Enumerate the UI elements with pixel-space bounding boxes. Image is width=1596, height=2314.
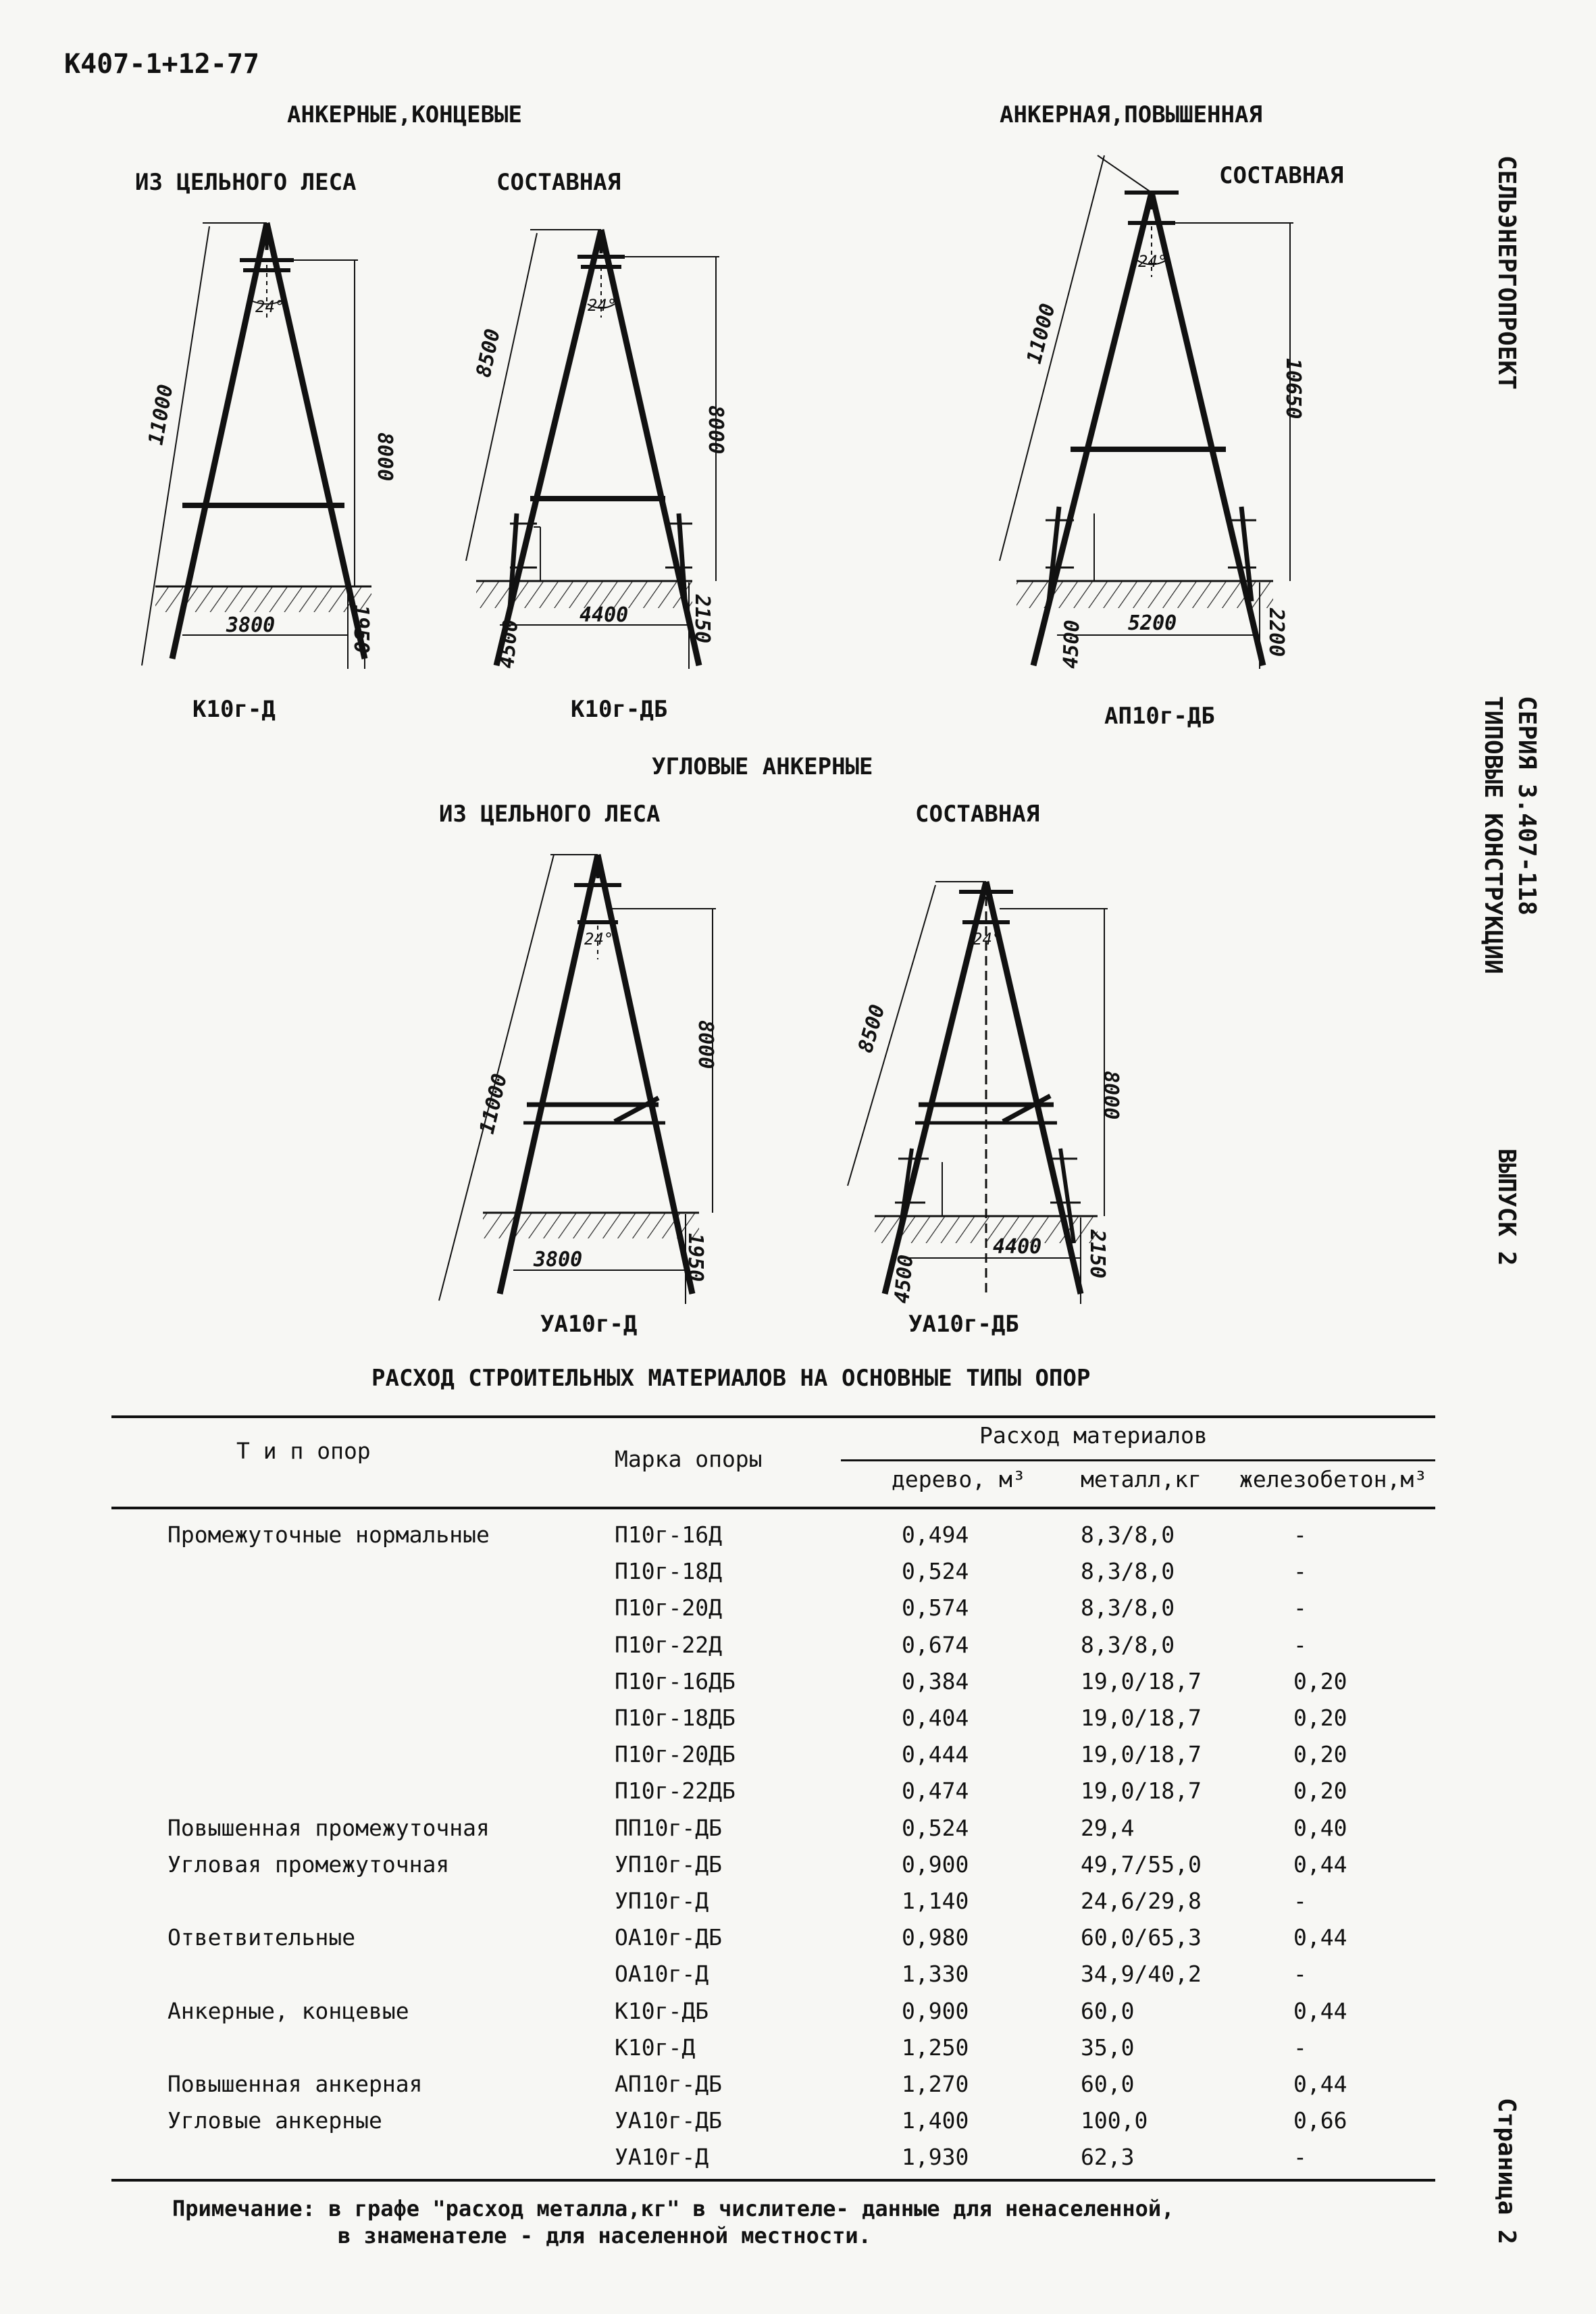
diagram-3-pole [1000,155,1293,669]
diagram-3-mark: АП10г-ДБ [1104,703,1215,730]
table-cell-wood: 0,474 [902,1778,969,1805]
table-cell-wood: 0,900 [902,1997,969,2024]
diagram-2-dim-base: 4400 [580,603,629,627]
table-cell-concrete: - [1293,1961,1307,1988]
table-cell-mark: П10г-22Д [615,1631,722,1658]
table-cell-metal: 34,9/40,2 [1081,1961,1202,1988]
diagram-4-angle: 24° [584,930,614,949]
table-cell-type: Ответвительные [168,1924,356,1951]
diagram-2-mark: К10г-ДБ [571,696,668,723]
table-cell-type: Угловая промежуточная [168,1851,450,1878]
diagram-4-mark: УА10г-Д [540,1311,638,1338]
diagram-2-dim-height: 8000 [704,405,727,455]
diagram-4-subtitle: ИЗ ЦЕЛЬНОГО ЛЕСА [439,801,661,828]
section-heading-anchor-end: АНКЕРНЫЕ,КОНЦЕВЫЕ [287,101,522,128]
table-cell-metal: 24,6/29,8 [1081,1888,1202,1914]
diagram-3-angle: 24° [1138,252,1168,271]
table-bottom-rule [111,2179,1435,2182]
table-cell-mark: УП10г-ДБ [615,1851,722,1878]
diagram-1-dim-length: 11000 [144,382,178,447]
table-cell-concrete: 0,20 [1293,1778,1347,1805]
side-series-line-1: ТИПОВЫЕ КОНСТРУКЦИИ [1479,696,1507,974]
diagram-5-dim-length: 8500 [854,1002,890,1056]
table-cell-metal: 8,3/8,0 [1081,1594,1175,1621]
table-cell-mark: К10г-ДБ [615,1997,709,2024]
diagram-2-angle: 24° [588,296,617,315]
col-header-metal: металл,кг [1081,1466,1202,1492]
table-cell-mark: П10г-18Д [615,1558,722,1585]
table-cell-mark: ОА10г-ДБ [615,1924,722,1951]
table-cell-concrete: 0,44 [1293,2071,1347,2097]
table-cell-wood: 0,674 [902,1631,969,1658]
table-cell-metal: 19,0/18,7 [1081,1741,1202,1768]
table-cell-concrete: - [1293,1558,1307,1585]
table-cell-wood: 1,400 [902,2107,969,2134]
table-cell-concrete: 0,40 [1293,1814,1347,1841]
table-cell-metal: 60,0/65,3 [1081,1924,1202,1951]
diagram-5-dim-height: 8000 [1099,1071,1123,1120]
diagram-3-dim-splice: 4500 [1059,619,1085,670]
col-header-mark: Марка опоры [615,1446,763,1472]
diagram-4-dim-base: 3800 [534,1248,583,1272]
diagram-3-dim-depth: 2200 [1264,608,1288,657]
table-cell-concrete: 0,44 [1293,1997,1347,2024]
table-cell-metal: 19,0/18,7 [1081,1778,1202,1805]
table-cell-concrete: - [1293,2144,1307,2171]
table-cell-metal: 19,0/18,7 [1081,1705,1202,1731]
table-cell-metal: 8,3/8,0 [1081,1558,1175,1585]
table-cell-metal: 100,0 [1081,2107,1148,2134]
diagram-5-dim-base: 4400 [993,1235,1042,1259]
table-cell-mark: К10г-Д [615,2034,696,2061]
table-cell-mark: ОА10г-Д [615,1961,709,1988]
side-issue: ВЫПУСК 2 [1493,1149,1520,1266]
table-cell-type: Анкерные, концевые [168,1997,409,2024]
table-cell-type: Угловые анкерные [168,2107,382,2134]
table-cell-concrete: 0,20 [1293,1705,1347,1731]
table-cell-metal: 19,0/18,7 [1081,1667,1202,1694]
diagram-2-subtitle: СОСТАВНАЯ [496,169,621,196]
side-page-number: Страница 2 [1493,2098,1520,2244]
side-organization: СЕЛЬЭНЕРГОПРОЕКТ [1493,155,1520,390]
table-header-rule [111,1507,1435,1509]
diagram-3-dim-height: 10650 [1281,358,1305,420]
table-cell-type: Промежуточные нормальные [168,1521,490,1548]
table-cell-metal: 62,3 [1081,2144,1135,2171]
table-cell-wood: 1,330 [902,1961,969,1988]
table-cell-mark: АП10г-ДБ [615,2071,722,2097]
table-cell-mark: ПП10г-ДБ [615,1814,722,1841]
table-cell-wood: 1,270 [902,2071,969,2097]
table-cell-mark: УА10г-ДБ [615,2107,722,2134]
table-cell-mark: П10г-18ДБ [615,1705,736,1731]
diagram-1-subtitle: ИЗ ЦЕЛЬНОГО ЛЕСА [135,169,357,196]
diagram-2-dim-depth: 2150 [690,595,714,644]
table-cell-type: Повышенная промежуточная [168,1814,490,1841]
diagram-1-dim-depth: 1950 [349,605,373,654]
diagram-1-dim-base: 3800 [226,613,276,637]
table-subheader-rule [841,1459,1435,1461]
side-series-line-2: СЕРИЯ 3.407-118 [1513,696,1541,916]
note-line-2: в знаменателе - для населенной местности. [338,2223,871,2248]
table-cell-wood: 0,404 [902,1705,969,1731]
col-header-consumption: Расход материалов [979,1422,1208,1449]
table-cell-concrete: 0,44 [1293,1851,1347,1878]
diagram-1-mark: К10г-Д [192,696,276,723]
diagram-1-dim-height: 8000 [373,432,396,482]
diagram-2-dim-length: 8500 [471,326,505,380]
table-cell-mark: УП10г-Д [615,1888,709,1914]
table-cell-metal: 49,7/55,0 [1081,1851,1202,1878]
table-cell-type: Повышенная анкерная [168,2071,423,2097]
table-cell-concrete: 0,66 [1293,2107,1347,2134]
table-cell-wood: 1,930 [902,2144,969,2171]
diagram-5-dim-splice: 4500 [890,1253,919,1305]
table-cell-wood: 0,444 [902,1741,969,1768]
table-cell-concrete: - [1293,2034,1307,2061]
table-cell-mark: П10г-16Д [615,1521,722,1548]
document-code: К407-1+12-77 [64,49,259,80]
diagram-5-subtitle: СОСТАВНАЯ [915,801,1040,828]
diagram-3-dim-length: 11000 [1022,301,1060,366]
table-cell-concrete: 0,20 [1293,1741,1347,1768]
table-top-rule [111,1415,1435,1418]
table-cell-concrete: - [1293,1888,1307,1914]
diagram-1-pole [142,223,371,669]
diagram-5-angle: 24° [973,930,1002,949]
section-heading-anchor-elevated: АНКЕРНАЯ,ПОВЫШЕННАЯ [1000,101,1262,128]
table-cell-wood: 0,524 [902,1558,969,1585]
table-cell-wood: 0,384 [902,1667,969,1694]
table-cell-wood: 0,980 [902,1924,969,1951]
table-cell-concrete: - [1293,1521,1307,1548]
table-cell-metal: 60,0 [1081,2071,1135,2097]
table-cell-metal: 8,3/8,0 [1081,1521,1175,1548]
table-cell-wood: 1,140 [902,1888,969,1914]
table-cell-mark: П10г-16ДБ [615,1667,736,1694]
diagram-3-subtitle: СОСТАВНАЯ [1219,162,1344,189]
section-heading-corner-anchor: УГЛОВЫЕ АНКЕРНЫЕ [652,753,873,780]
table-cell-mark: П10г-20Д [615,1594,722,1621]
table-cell-wood: 0,900 [902,1851,969,1878]
table-title: РАСХОД СТРОИТЕЛЬНЫХ МАТЕРИАЛОВ НА ОСНОВНЫЕ ТИПЫ ОПОР [371,1365,1091,1392]
note-line-1: Примечание: в графе "расход металла,кг" в числителе- данные для ненаселенной, [172,2196,1175,2221]
table-cell-concrete: 0,20 [1293,1667,1347,1694]
table-cell-metal: 29,4 [1081,1814,1135,1841]
diagram-5-mark: УА10г-ДБ [908,1311,1019,1338]
table-cell-wood: 0,524 [902,1814,969,1841]
table-cell-wood: 1,250 [902,2034,969,2061]
table-cell-mark: П10г-20ДБ [615,1741,736,1768]
diagram-4-dim-length: 11000 [475,1071,513,1136]
col-header-type: Т и п опор [236,1438,371,1464]
table-cell-mark: П10г-22ДБ [615,1778,736,1805]
table-cell-wood: 0,494 [902,1521,969,1548]
diagram-4-pole [439,855,716,1304]
diagram-2-dim-splice: 4500 [495,618,523,670]
table-cell-concrete: - [1293,1631,1307,1658]
diagram-5-dim-depth: 2150 [1085,1230,1109,1279]
col-header-wood: дерево, м³ [892,1466,1026,1492]
diagram-3-dim-base: 5200 [1128,611,1177,635]
table-cell-metal: 60,0 [1081,1997,1135,2024]
table-cell-metal: 35,0 [1081,2034,1135,2061]
table-cell-wood: 0,574 [902,1594,969,1621]
table-cell-concrete: 0,44 [1293,1924,1347,1951]
col-header-concrete: железобетон,м³ [1239,1466,1428,1492]
table-cell-concrete: - [1293,1594,1307,1621]
diagram-4-dim-depth: 1950 [684,1233,707,1282]
table-cell-mark: УА10г-Д [615,2144,709,2171]
table-cell-metal: 8,3/8,0 [1081,1631,1175,1658]
diagram-1-angle: 24° [255,297,285,316]
diagram-4-dim-height: 8000 [694,1020,717,1070]
